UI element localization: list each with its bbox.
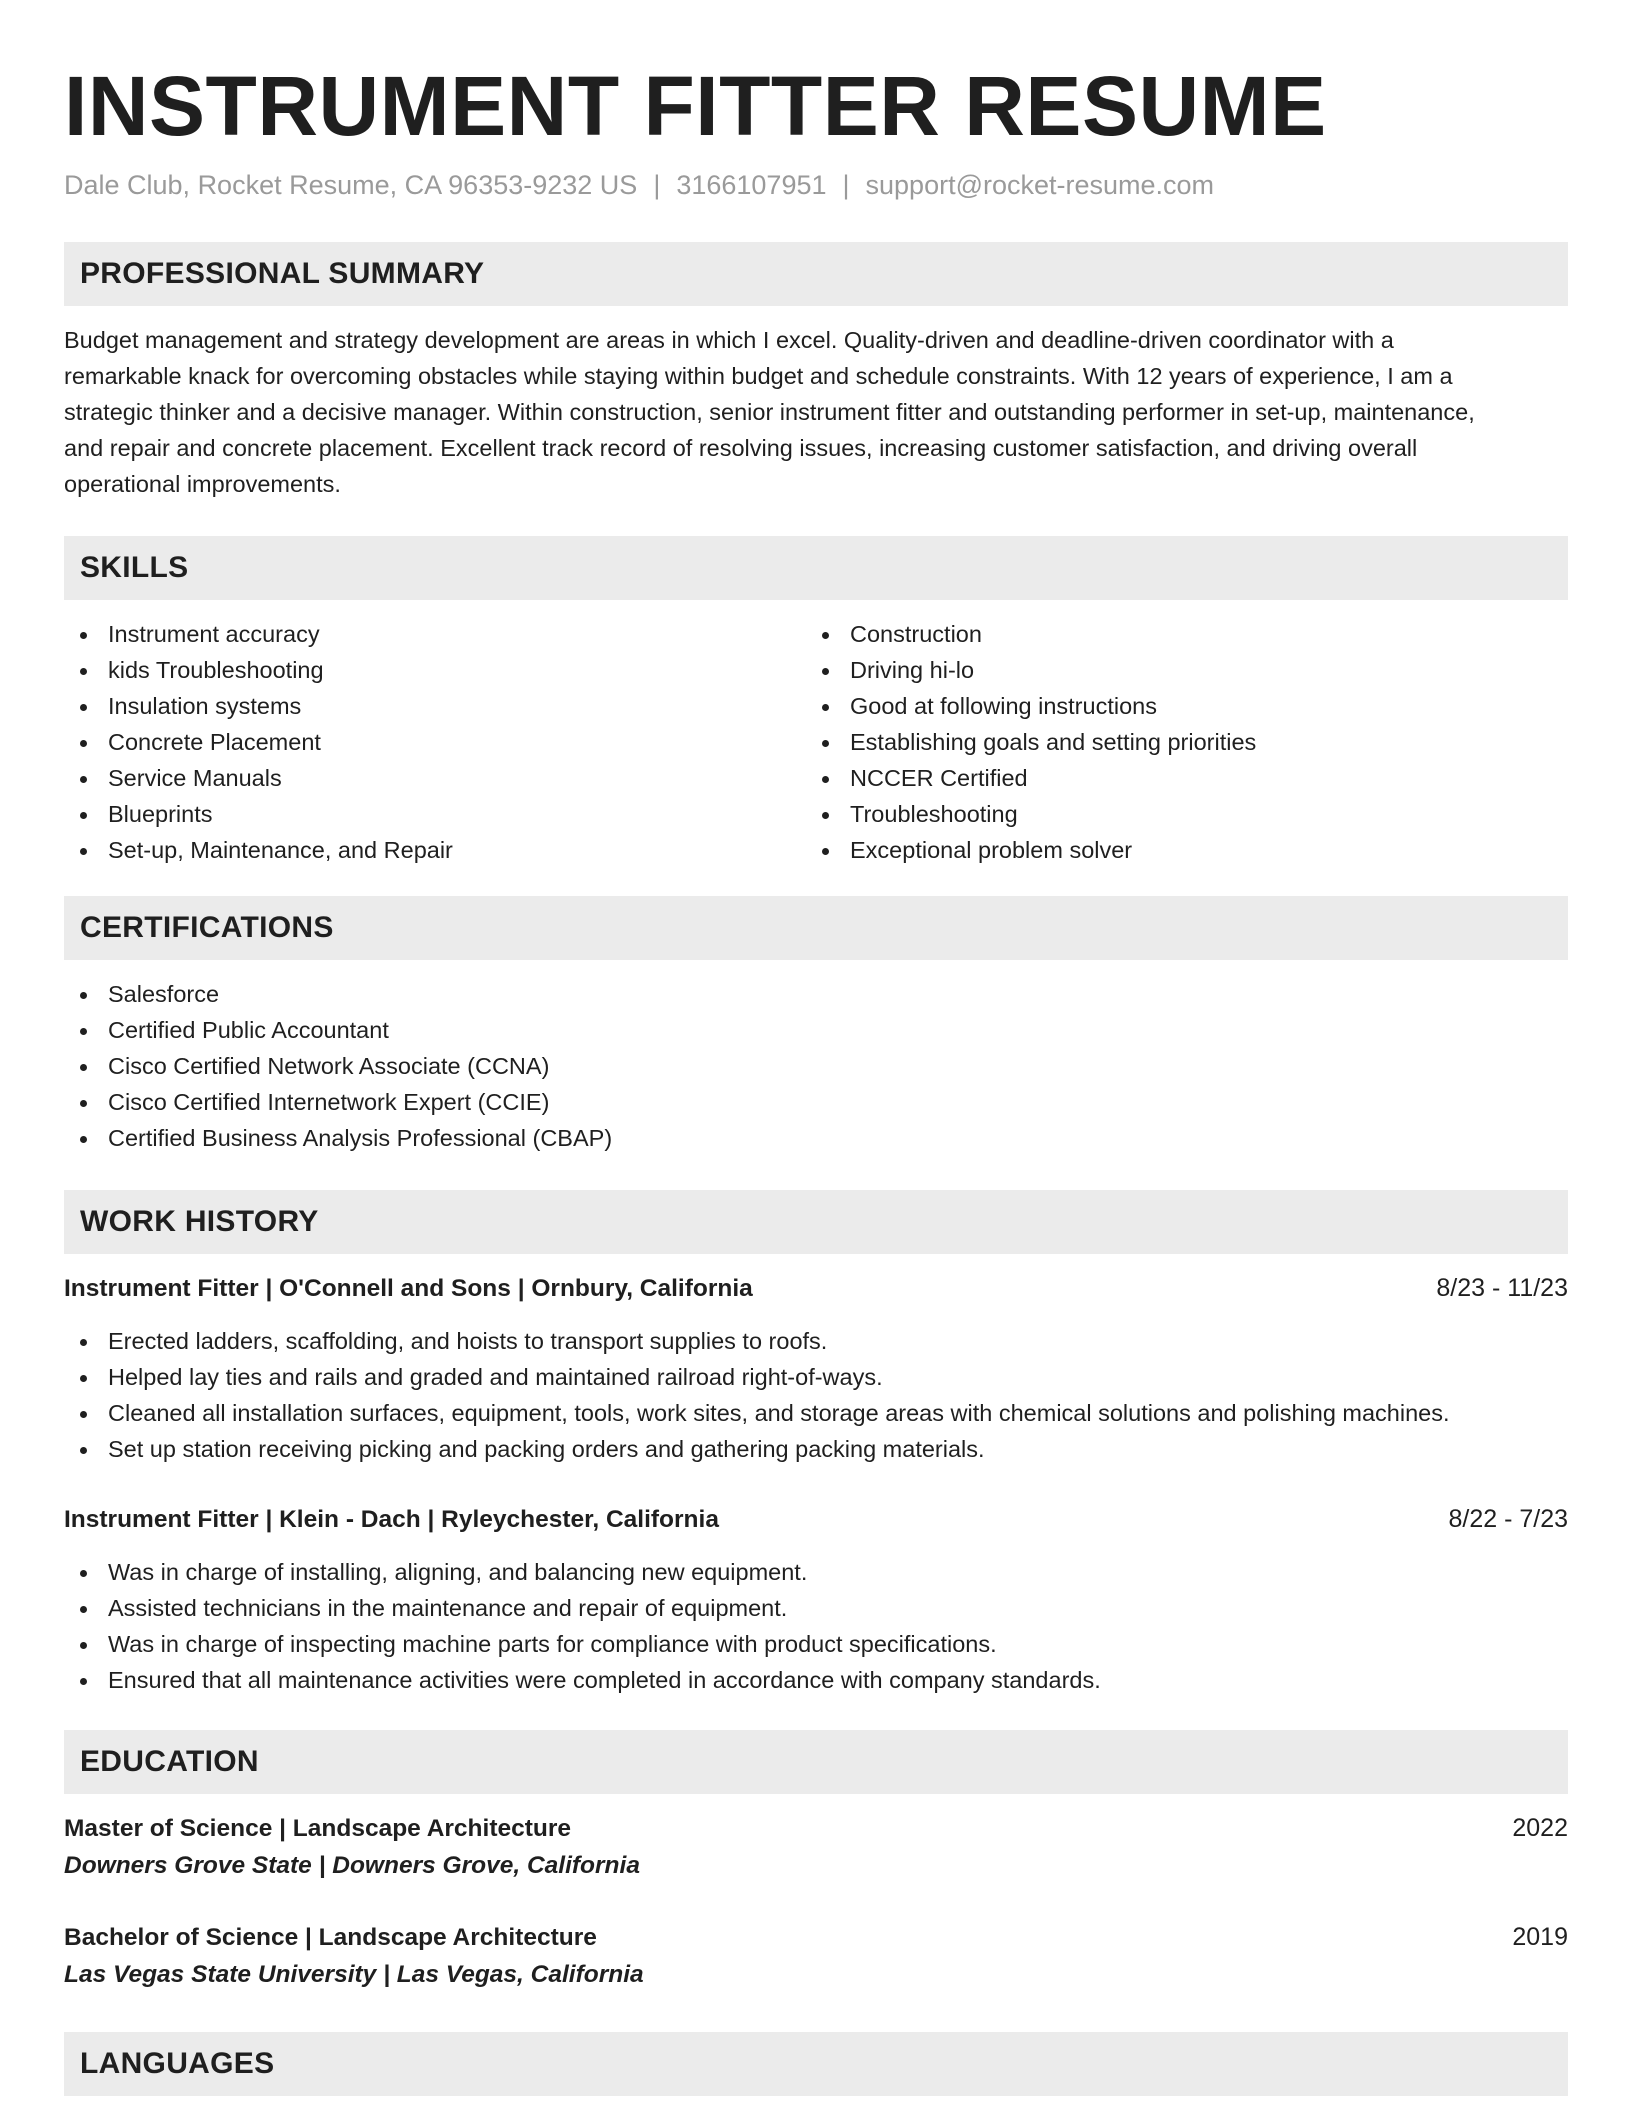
section-heading-summary: PROFESSIONAL SUMMARY <box>64 242 1568 306</box>
education-year: 2022 <box>1512 1814 1568 1842</box>
education-entry <box>64 1919 1568 1994</box>
skill-item: Driving hi-lo <box>806 652 1548 688</box>
job-entry <box>64 1501 1568 1698</box>
job-bullet: Ensured that all maintenance activities were completed in accordance with company standards. <box>64 1662 1568 1698</box>
job-header <box>64 1270 1568 1307</box>
skills-list-right <box>806 616 1548 868</box>
resume-title: INSTRUMENT FITTER RESUME <box>64 59 1327 153</box>
job-bullets <box>64 1554 1568 1698</box>
job-entry <box>64 1270 1568 1467</box>
education-header <box>64 1919 1568 1956</box>
summary-line: and repair and concrete placement. Excellent track record of resolving issues, increasing customer satisfaction, and driving overall <box>64 435 1418 461</box>
section-heading-languages: LANGUAGES <box>64 2032 1568 2096</box>
summary-line: strategic thinker and a decisive manager. Within construction, senior instrument fitter and outstanding performer in set-up, maintenance, <box>64 399 1475 425</box>
job-header <box>64 1501 1568 1538</box>
job-bullet: Assisted technicians in the maintenance and repair of equipment. <box>64 1590 1568 1626</box>
education-school: Downers Grove State | Downers Grove, California <box>64 1852 640 1879</box>
contact-phone: 3166107951 <box>676 170 827 200</box>
summary-line: remarkable knack for overcoming obstacles while staying within budget and schedule constraints. With 12 years of experience, I am a <box>64 363 1453 389</box>
skill-item: Establishing goals and setting priorities <box>806 724 1548 760</box>
skill-item: Construction <box>806 616 1548 652</box>
section-heading-certifications: CERTIFICATIONS <box>64 896 1568 960</box>
skill-item: NCCER Certified <box>806 760 1548 796</box>
section-heading-work-history: WORK HISTORY <box>64 1190 1568 1254</box>
section-heading-skills: SKILLS <box>64 536 1568 600</box>
summary-line: Budget management and strategy development are areas in which I excel. Quality-driven and deadline-driven coordinator with a <box>64 327 1394 353</box>
section-heading-education: EDUCATION <box>64 1730 1568 1794</box>
resume-page <box>64 0 1568 2096</box>
contact-separator: | <box>653 170 661 200</box>
job-bullet: Helped lay ties and rails and graded and maintained railroad right-of-ways. <box>64 1359 1568 1395</box>
skill-item: Set-up, Maintenance, and Repair <box>64 832 806 868</box>
certification-item: Certified Business Analysis Professional (CBAP) <box>64 1120 1568 1156</box>
skill-item: Service Manuals <box>64 760 806 796</box>
job-bullet: Erected ladders, scaffolding, and hoists to transport supplies to roofs. <box>64 1323 1568 1359</box>
education-header <box>64 1810 1568 1847</box>
summary-line: operational improvements. <box>64 471 341 497</box>
summary-text <box>64 322 1568 502</box>
job-title: Instrument Fitter | O'Connell and Sons | Ornbury, California <box>64 1275 753 1302</box>
skill-item: Concrete Placement <box>64 724 806 760</box>
certification-item: Cisco Certified Network Associate (CCNA) <box>64 1048 1568 1084</box>
certification-item: Certified Public Accountant <box>64 1012 1568 1048</box>
education-degree: Bachelor of Science | Landscape Architecture <box>64 1924 597 1951</box>
job-title: Instrument Fitter | Klein - Dach | Ryleychester, California <box>64 1506 719 1533</box>
skill-item: kids Troubleshooting <box>64 652 806 688</box>
contact-address: Dale Club, Rocket Resume, CA 96353-9232 US <box>64 170 638 200</box>
job-bullet: Set up station receiving picking and packing orders and gathering packing materials. <box>64 1431 1568 1467</box>
education-entry <box>64 1810 1568 1885</box>
skill-item: Exceptional problem solver <box>806 832 1548 868</box>
contact-email[interactable]: support@rocket-resume.com <box>865 170 1215 200</box>
certification-item: Salesforce <box>64 976 1568 1012</box>
skill-item: Blueprints <box>64 796 806 832</box>
job-bullet: Was in charge of inspecting machine parts for compliance with product specifications. <box>64 1626 1568 1662</box>
education-year: 2019 <box>1512 1923 1568 1951</box>
job-bullet: Cleaned all installation surfaces, equipment, tools, work sites, and storage areas with chemical solutions and polishing machines. <box>64 1395 1568 1431</box>
skill-item: Instrument accuracy <box>64 616 806 652</box>
job-bullet: Was in charge of installing, aligning, and balancing new equipment. <box>64 1554 1568 1590</box>
skill-item: Good at following instructions <box>806 688 1548 724</box>
job-dates: 8/22 - 7/23 <box>1448 1505 1568 1533</box>
job-dates: 8/23 - 11/23 <box>1436 1274 1568 1302</box>
skill-item: Insulation systems <box>64 688 806 724</box>
contact-separator: | <box>842 170 850 200</box>
job-bullets <box>64 1323 1568 1467</box>
skills-list-left <box>64 616 806 868</box>
contact-line <box>64 168 1568 202</box>
certification-item: Cisco Certified Internetwork Expert (CCIE) <box>64 1084 1568 1120</box>
education-school: Las Vegas State University | Las Vegas, California <box>64 1961 644 1988</box>
skills-grid <box>64 616 1568 868</box>
certifications-list <box>64 976 1568 1156</box>
skill-item: Troubleshooting <box>806 796 1548 832</box>
education-degree: Master of Science | Landscape Architecture <box>64 1815 572 1842</box>
